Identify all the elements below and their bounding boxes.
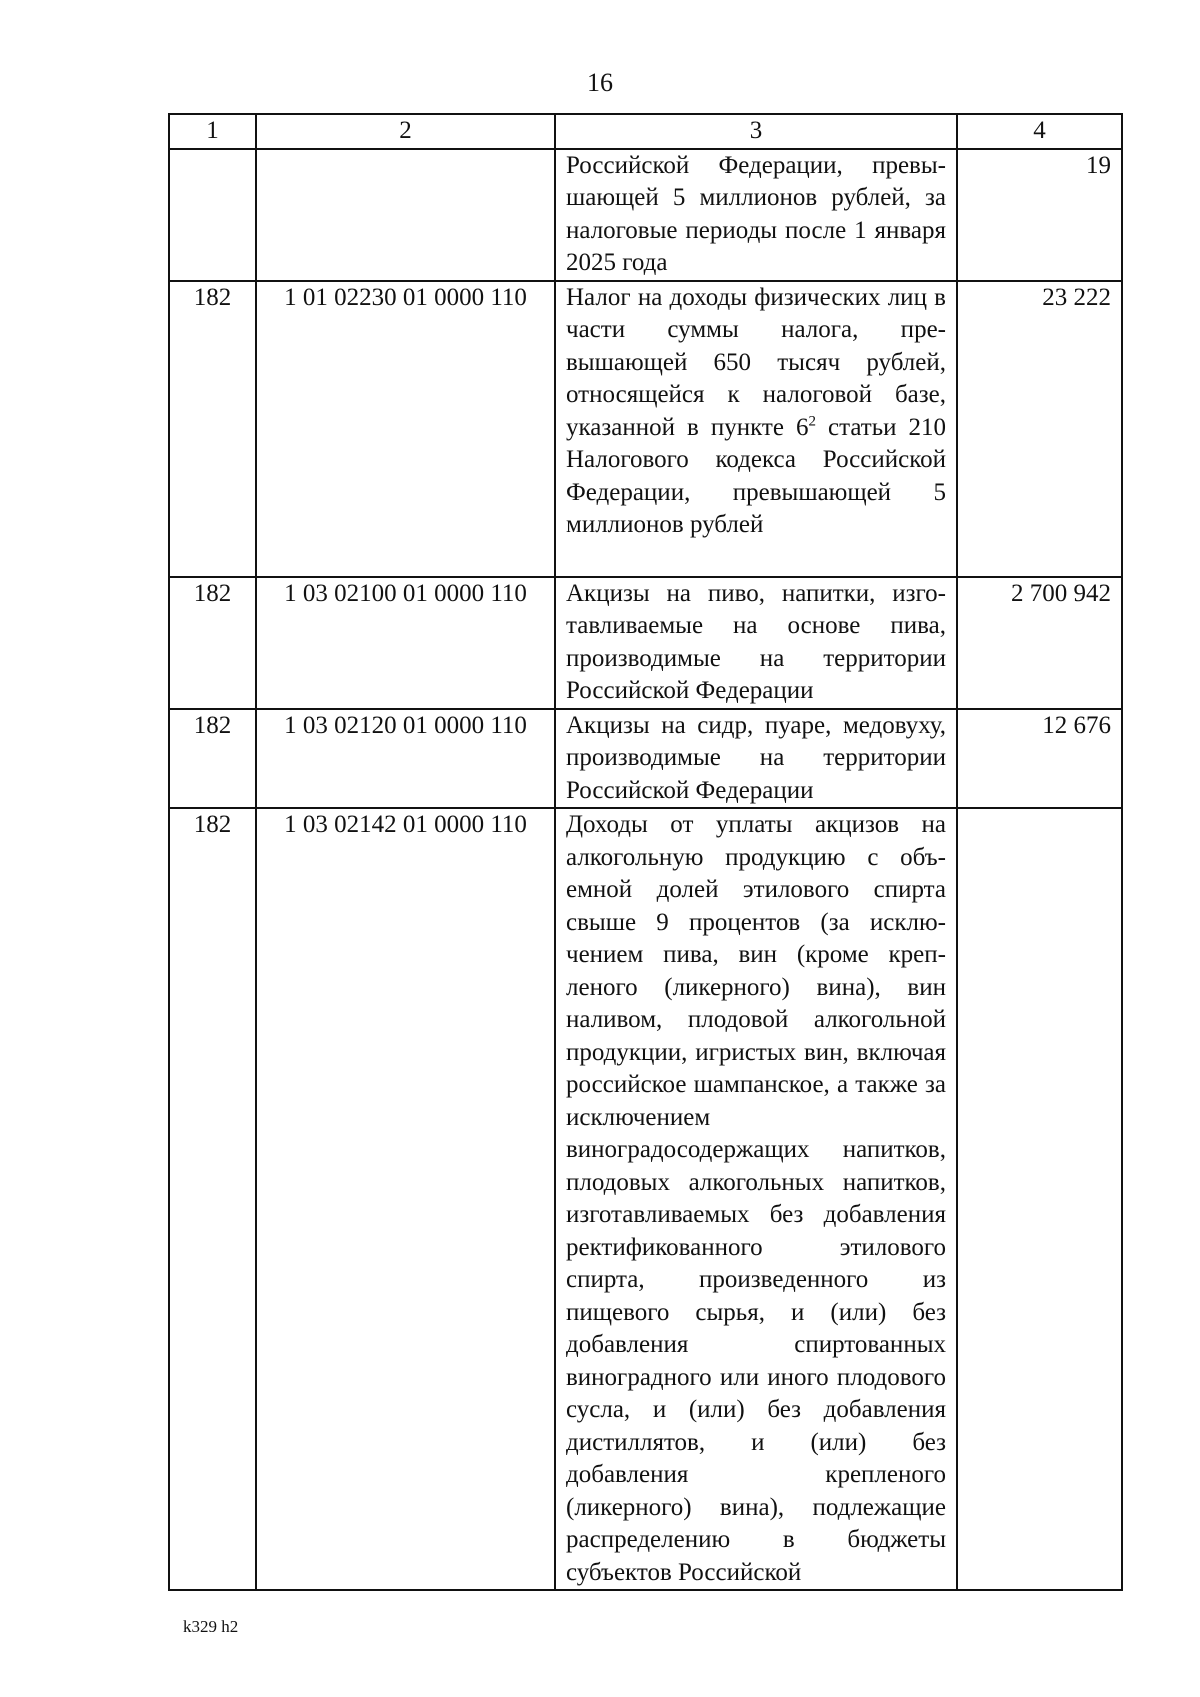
header-col-3: 3 [555,114,957,149]
amount-cell: 2 700 942 [957,577,1122,709]
budget-code-cell: 1 03 02142 01 0000 110 [256,808,555,1590]
table-row [169,577,1122,709]
table-header-row [169,114,1122,149]
superscript: 2 [808,413,816,430]
description-cell [555,281,957,577]
budget-code-cell [256,149,555,281]
table-row [169,808,1122,1590]
header-col-1: 1 [169,114,256,149]
description-text: статьи 210 Налогового кодекса Российской Федерации, превышающей 5 миллионов рублей [566,413,947,538]
admin-code-cell: 182 [169,577,256,709]
amount-cell: 12 676 [957,709,1122,809]
description-text: Налог на доходы физических лиц в части суммы налога, превышающей 650 тысяч рублей, относящейся к налоговой базе, указанной в пункте 6 [566,283,946,441]
budget-code-cell: 1 03 02120 01 0000 110 [256,709,555,809]
table-row [169,149,1122,281]
description-cell: Акцизы на сидр, пуаре, медовуху, производимые на территории Российской Федерации [555,709,957,809]
table-row [169,281,1122,577]
budget-code-cell: 1 01 02230 01 0000 110 [256,281,555,577]
header-col-4: 4 [957,114,1122,149]
amount-cell: 19 [957,149,1122,281]
description-cell: Акцизы на пиво, напитки, изготавливаемые на основе пива, производимые на территории Российской Федерации [555,577,957,709]
budget-code-cell: 1 03 02100 01 0000 110 [256,577,555,709]
description-cell: Доходы от уплаты акцизов на алкогольную продукцию с объемной долей этилового спирта свыше 9 процентов (за исключением пива, вин (кроме крепленого (ликерного) вина), вин наливом, плодовой алкогольной продукции, игристых вин, включая российское шампанское, а также за исключением виноградосодержащих напитков, плодовых алкогольных напитков, изготавливаемых без добавления ректификованного этилового спирта, произведенного из пищевого сырья, и (или) без добавления спиртованных виноградного или иного плодового сусла, и (или) без добавления дистиллятов, и (или) без добавления крепленого (ликерного) вина), подлежащие распределению в бюджеты субъектов Российской [555,808,957,1590]
page-number: 16 [587,68,613,97]
table-row [169,709,1122,809]
admin-code-cell [169,149,256,281]
admin-code-cell: 182 [169,808,256,1590]
revenue-table [168,113,1123,1591]
description-cell: Российской Федерации, превышающей 5 миллионов рублей, за налоговые периоды после 1 января 2025 года [555,149,957,281]
admin-code-cell: 182 [169,281,256,577]
amount-cell: 23 222 [957,281,1122,577]
document-footer-code: k329 h2 [183,1617,239,1636]
admin-code-cell: 182 [169,709,256,809]
header-col-2: 2 [256,114,555,149]
amount-cell [957,808,1122,1590]
